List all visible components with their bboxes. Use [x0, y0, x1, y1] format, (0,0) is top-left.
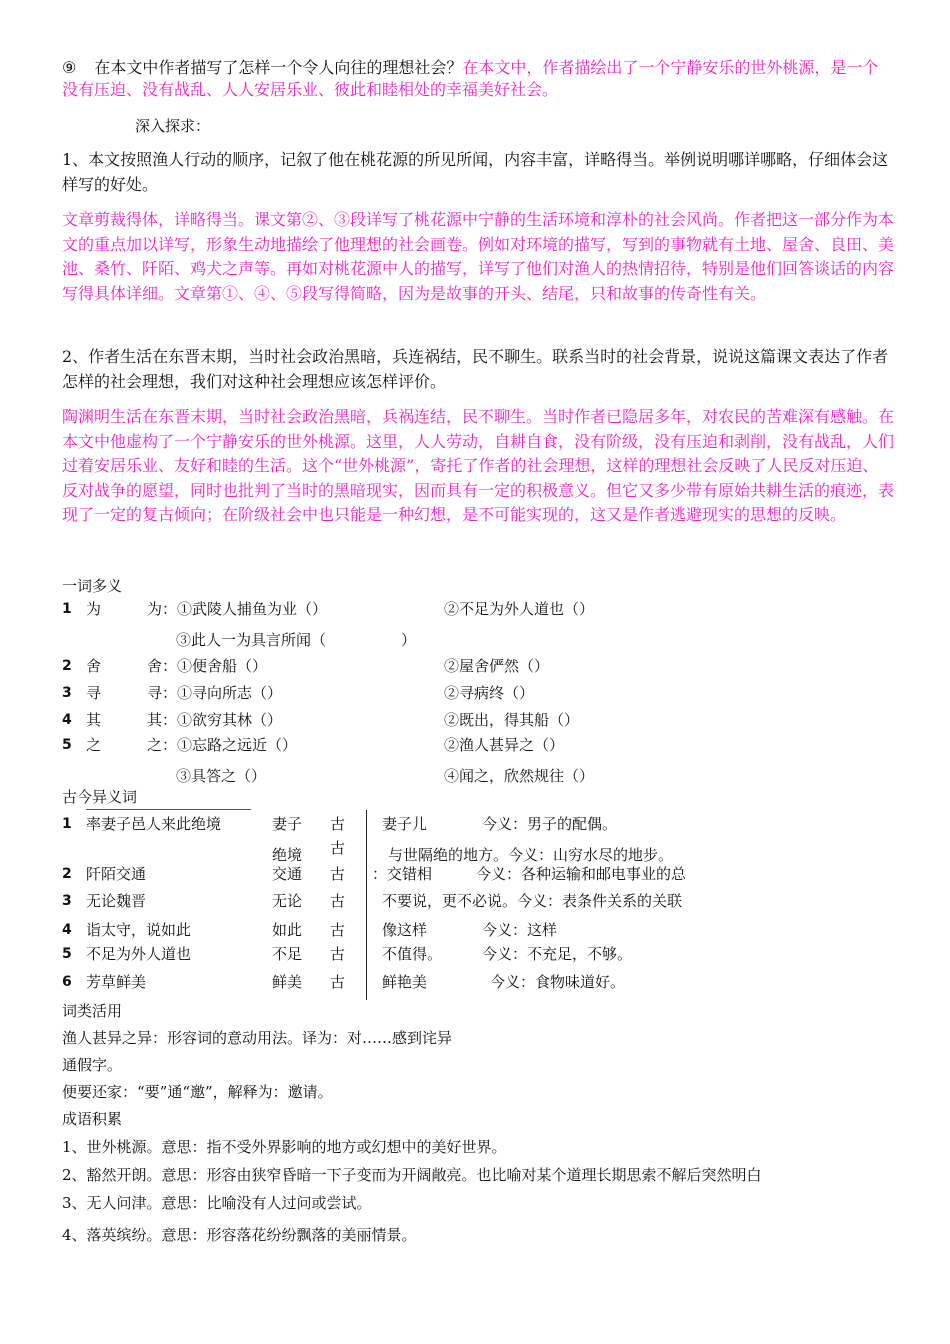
- idiom-item: 3、无人问津。意思：比喻没有人过问或尝试。: [62, 1194, 372, 1212]
- key-word: 不足: [272, 945, 303, 963]
- key-word: 如此: [272, 921, 303, 939]
- key-word: 为: [86, 600, 102, 618]
- answer-2: 陶渊明生活在东晋末期，当时社会政治黑暗，兵祸连结，民不聊生。当时作者已隐居多年，对农民的苦难深有感触。在本文中他虚构了一个宁静安乐的世外桃源。这里，人人劳动，自耕自食，没有阶级，没有压迫和剥削，没有战乱，人们过着安居乐业、友好和睦的生活。这个“世外桃源”，寄托了作者的社会理想，这样的理想社会反映了人民反对压迫、反对战争的愿望，同时也批判了当时的黑暗现实，因而具有一定的积极意义。但它又多少带有原始共耕生活的痕迹，表现了一定的复古倾向；在阶级社会中也只能是一种幻想，是不可能实现的，这又是作者逃避现实的思想的反映。: [62, 407, 895, 524]
- usage-a: ③具答之（）: [176, 767, 267, 785]
- ancient-meaning: 鲜艳美: [382, 973, 428, 991]
- usage-a: 其：①欲穷其林（）: [147, 711, 283, 729]
- row-number: 2: [62, 866, 72, 882]
- ancient-mark: 古: [330, 973, 346, 991]
- divider: [366, 810, 367, 1000]
- question-9: [62, 57, 894, 101]
- modern-meaning: 今义：不充足，不够。: [482, 945, 633, 963]
- ancient-mark: 古: [330, 815, 346, 833]
- row-number: 5: [62, 737, 72, 753]
- phrase: 无论魏晋: [86, 892, 147, 910]
- phrase: 诣太守，说如此: [86, 921, 192, 939]
- section-heading-deep: 深入探求：: [135, 117, 211, 135]
- usage-b: ②屋舍俨然（）: [444, 657, 550, 675]
- section-heading-ancient-modern: 古今异义词: [62, 788, 138, 806]
- usage-b: ②既出，得其船（）: [444, 711, 580, 729]
- ancient-meaning: 不值得。: [382, 945, 443, 963]
- word-class-line: 渔人甚异之异：形容词的意动用法。译为：对……感到诧异: [62, 1029, 453, 1047]
- usage-b: ②寻病终（）: [444, 684, 535, 702]
- idiom-item: 1、世外桃源。意思：指不受外界影响的地方或幻想中的美好世界。: [62, 1138, 507, 1156]
- answer-1: 文章剪裁得体，详略得当。课文第②、③段详写了桃花源中宁静的生活环境和淳朴的社会风尚。作者把这一部分作为本文的重点加以详写，形象生动地描绘了他理想的社会画卷。例如对环境的描写，写到的事物就有土地、屋舍、良田、美池、桑竹、阡陌、鸡犬之声等。再如对桃花源中人的描写，详写了他们对渔人的热情招待，特别是他们回答谈话的内容写得具体详细。文章第①、④、⑤段写得简略，因为是故事的开头、结尾，只和故事的传奇性有关。: [62, 210, 895, 303]
- modern-meaning: 今义：男子的配偶。: [482, 815, 618, 833]
- row-number: 5: [62, 946, 72, 962]
- row-number: 2: [62, 658, 72, 674]
- ancient-meaning: 妻子儿: [382, 815, 428, 833]
- usage-a: 为：①武陵人捕鱼为业（）: [147, 600, 328, 618]
- row-number: 1: [62, 601, 72, 617]
- ancient-mark: 古: [330, 865, 346, 883]
- row-number: 4: [62, 922, 72, 938]
- modern-meaning: 今义：各种运输和邮电事业的总: [476, 865, 687, 883]
- row-number: 3: [62, 685, 72, 701]
- question-1: 1、本文按照渔人行动的顺序，记叙了他在桃花源的所见所闻，内容丰富，详略得当。举例说明哪详哪略，仔细体会这样写的好处。: [62, 150, 889, 194]
- modern-meaning: 与世隔绝的地方。今义：山穷水尽的地步。: [388, 846, 674, 864]
- row-number: 1: [62, 816, 72, 832]
- tongjia-line: 便要还家：“要”通“邀”，解释为：邀请。: [62, 1083, 333, 1101]
- phrase: 率妻子邑人来此绝境: [86, 815, 222, 833]
- key-word: 舍: [86, 657, 102, 675]
- ancient-mark: 古: [330, 921, 346, 939]
- question-text: 在本文中作者描写了怎样一个令人向往的理想社会？: [94, 58, 463, 77]
- key-word: 绝境: [272, 846, 303, 864]
- ancient-mark: 古: [330, 945, 346, 963]
- section-heading-polysemy: 一词多义: [62, 577, 123, 595]
- phrase: 不足为外人道也: [86, 945, 192, 963]
- question-2: 2、作者生活在东晋末期，当时社会政治黑暗，兵连祸结，民不聊生。联系当时的社会背景，说说这篇课文表达了作者怎样的社会理想，我们对这种社会理想应该怎样评价。: [62, 347, 889, 391]
- usage-a: 之：①忘路之远近（）: [147, 736, 298, 754]
- idiom-item: 4、落英缤纷。意思：形容落花纷纷飘落的美丽情景。: [62, 1226, 417, 1244]
- ancient-mark: 古: [330, 892, 346, 910]
- question-number: ⑨: [62, 58, 77, 77]
- idiom-item: 2、豁然开朗。意思：形容由狭窄昏暗一下子变而为开阔敞亮。也比喻对某个道理长期思索不解后突然明白: [62, 1166, 762, 1184]
- row-number: 6: [62, 974, 72, 990]
- key-word: 妻子: [272, 815, 303, 833]
- ancient-meaning: ：交错相: [372, 865, 433, 883]
- section-heading-word-class: 词类活用: [62, 1002, 123, 1020]
- section-heading-tongjia: 通假字。: [62, 1056, 123, 1074]
- usage-a: ③此人一为具言所闻（ ）: [176, 631, 417, 649]
- answer-text: 在本文中，作者描绘出了一个宁静安乐的世外桃源，是一个没有压迫、没有战乱、人人安居乐业、彼此和睦相处的幸福美好社会。: [62, 58, 879, 99]
- modern-meaning: 今义：食物味道好。: [490, 973, 626, 991]
- usage-b: ②不足为外人道也（）: [444, 600, 595, 618]
- ancient-meaning: 不要说，更不必说。今义：表条件关系的关联: [382, 892, 683, 910]
- modern-meaning: 今义：这样: [482, 921, 558, 939]
- key-word: 无论: [272, 892, 303, 910]
- row-number: 4: [62, 712, 72, 728]
- ancient-mark: 古: [330, 839, 346, 857]
- usage-a: 舍：①便舍船（）: [147, 657, 268, 675]
- key-word: 其: [86, 711, 102, 729]
- key-word: 鲜美: [272, 973, 303, 991]
- phrase: 阡陌交通: [86, 865, 147, 883]
- phrase: 芳草鲜美: [86, 973, 147, 991]
- divider: [86, 809, 251, 810]
- usage-a: 寻：①寻向所志（）: [147, 684, 283, 702]
- usage-b: ④闻之，欣然规往（）: [444, 767, 595, 785]
- ancient-meaning: 像这样: [382, 921, 428, 939]
- row-number: 3: [62, 893, 72, 909]
- key-word: 寻: [86, 684, 102, 702]
- key-word: 之: [86, 736, 102, 754]
- section-heading-idioms: 成语积累: [62, 1110, 123, 1128]
- key-word: 交通: [272, 865, 303, 883]
- usage-b: ②渔人甚异之（）: [444, 736, 565, 754]
